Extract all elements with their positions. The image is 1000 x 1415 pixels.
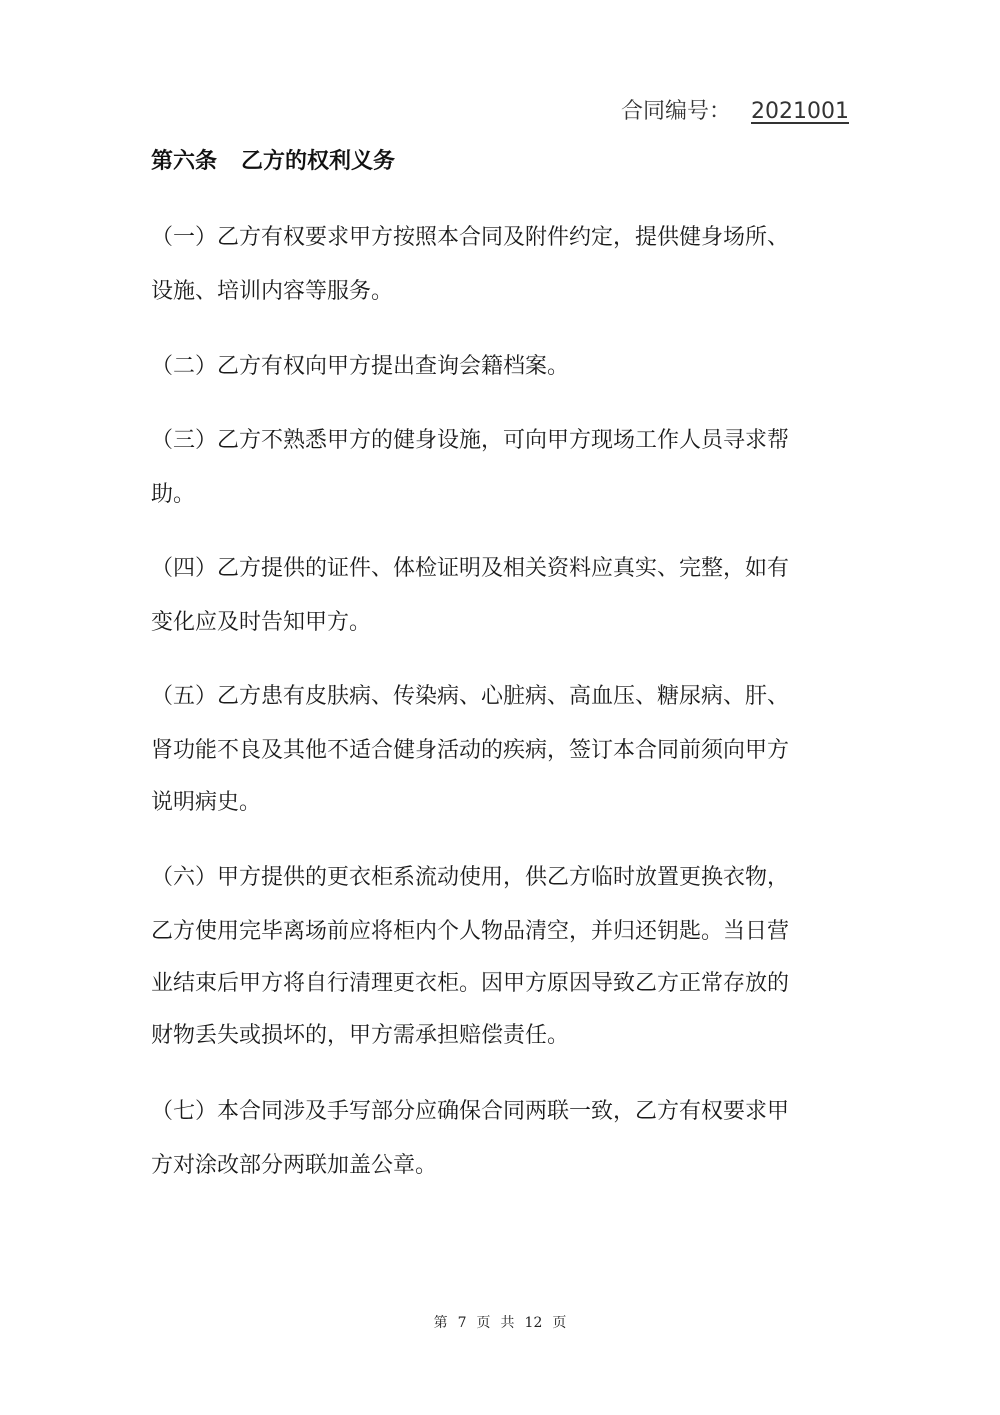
clause-5-line-1: （五）乙方患有皮肤病、传染病、心脏病、高血压、糖尿病、肝、: [151, 684, 790, 709]
footer-word-ye-2: 页: [552, 1315, 567, 1331]
clause-5-line-2: 肾功能不良及其他不适合健身活动的疾病，签订本合同前须向甲方: [151, 738, 790, 763]
contract-number-label: 合同编号：: [621, 99, 732, 124]
clause-6-line-2: 乙方使用完毕离场前应将柜内个人物品清空，并归还钥匙。当日营: [151, 919, 790, 944]
clause-1-line-2: 设施、培训内容等服务。: [151, 279, 394, 304]
footer-word-ye: 页: [476, 1315, 491, 1331]
page-footer: [0, 1313, 1000, 1333]
footer-total-pages: 12: [524, 1315, 543, 1331]
footer-word-di: 第: [433, 1315, 448, 1331]
contract-number-value: 2021001: [751, 99, 849, 124]
section-title: [151, 146, 395, 178]
footer-word-gong: 共: [500, 1315, 515, 1331]
footer-page-number: 7: [457, 1315, 467, 1331]
section-number: 第六条: [151, 149, 218, 174]
clause-3-line-1: （三）乙方不熟悉甲方的健身设施，可向甲方现场工作人员寻求帮: [151, 428, 790, 453]
clause-6-line-3: 业结束后甲方将自行清理更衣柜。因甲方原因导致乙方正常存放的: [151, 971, 790, 996]
clause-2-line-1: （二）乙方有权向甲方提出查询会籍档案。: [151, 354, 570, 379]
clause-7-line-2: 方对涂改部分两联加盖公章。: [151, 1153, 438, 1178]
clause-5-line-3: 说明病史。: [151, 790, 262, 815]
section-heading: 乙方的权利义务: [241, 149, 396, 174]
contract-number: [621, 96, 849, 128]
clause-6-line-4: 财物丢失或损坏的，甲方需承担赔偿责任。: [151, 1023, 570, 1048]
clause-4-line-1: （四）乙方提供的证件、体检证明及相关资料应真实、完整，如有: [151, 556, 790, 581]
clause-4-line-2: 变化应及时告知甲方。: [151, 610, 372, 635]
clause-7-line-1: （七）本合同涉及手写部分应确保合同两联一致，乙方有权要求甲: [151, 1099, 790, 1124]
clause-6-line-1: （六）甲方提供的更衣柜系流动使用，供乙方临时放置更换衣物，: [151, 865, 790, 890]
clause-3-line-2: 助。: [151, 482, 196, 507]
clause-1-line-1: （一）乙方有权要求甲方按照本合同及附件约定，提供健身场所、: [151, 225, 790, 250]
